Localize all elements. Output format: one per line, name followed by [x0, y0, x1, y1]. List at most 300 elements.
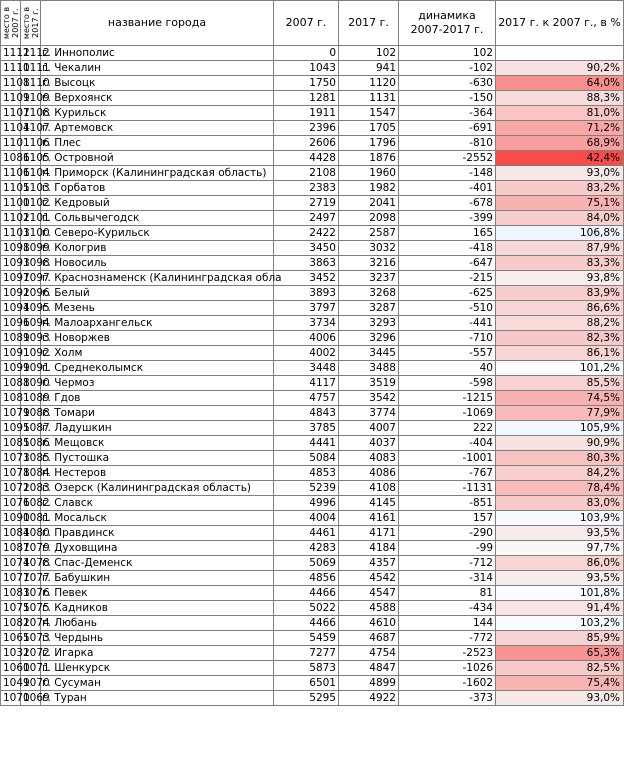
cell-pop-2007: 4441 [274, 436, 339, 451]
cell-ratio [496, 46, 624, 61]
cell-place-2007: 1076 [1, 496, 21, 511]
cell-pop-2017: 1120 [339, 76, 399, 91]
cell-place-2007: 1106 [1, 166, 21, 181]
cell-city-name: г. Сольвычегодск [41, 211, 274, 226]
cell-city-name: г. Певек [41, 586, 274, 601]
cell-city-name: г. Новоржев [41, 331, 274, 346]
cell-dynamics: -767 [399, 466, 496, 481]
cell-city-name: г. Чермоз [41, 376, 274, 391]
table-row [1, 76, 624, 91]
table-row [1, 241, 624, 256]
cell-pop-2007: 2497 [274, 211, 339, 226]
cell-pop-2017: 3445 [339, 346, 399, 361]
cell-dynamics: -399 [399, 211, 496, 226]
cell-dynamics: -404 [399, 436, 496, 451]
cell-city-name: г. Туран [41, 691, 274, 706]
cell-pop-2007: 3734 [274, 316, 339, 331]
cell-place-2007: 1097 [1, 271, 21, 286]
cell-pop-2017: 1876 [339, 151, 399, 166]
table-row [1, 316, 624, 331]
cell-place-2007: 1060 [1, 661, 21, 676]
cell-place-2007: 1103 [1, 226, 21, 241]
table-row [1, 151, 624, 166]
cell-pop-2007: 5022 [274, 601, 339, 616]
cell-place-2017: 1090 [21, 376, 41, 391]
table-row [1, 451, 624, 466]
cell-pop-2017: 4754 [339, 646, 399, 661]
cell-city-name: г. Высоцк [41, 76, 274, 91]
table-row [1, 466, 624, 481]
cell-city-name: г. Спас-Деменск [41, 556, 274, 571]
cell-place-2017: 1074 [21, 616, 41, 631]
cell-dynamics: -401 [399, 181, 496, 196]
cell-place-2017: 1081 [21, 511, 41, 526]
cell-dynamics: -2523 [399, 646, 496, 661]
cell-city-name: г. Северо-Курильск [41, 226, 274, 241]
cell-dynamics: -712 [399, 556, 496, 571]
table-row [1, 181, 624, 196]
cell-place-2007: 1077 [1, 571, 21, 586]
table-row [1, 691, 624, 706]
cell-city-name: г. Иннополис [41, 46, 274, 61]
cell-city-name: г. Духовщина [41, 541, 274, 556]
cell-place-2017: 1072 [21, 646, 41, 661]
cell-place-2007: 1102 [1, 211, 21, 226]
cell-ratio: 78,4% [496, 481, 624, 496]
header-place-2017 [21, 1, 41, 46]
cell-ratio: 90,2% [496, 61, 624, 76]
cell-dynamics: 222 [399, 421, 496, 436]
table-header [1, 1, 624, 46]
cell-place-2017: 1111 [21, 61, 41, 76]
cell-ratio: 83,9% [496, 286, 624, 301]
table-row [1, 376, 624, 391]
table-row [1, 256, 624, 271]
cell-dynamics: 157 [399, 511, 496, 526]
cell-ratio: 86,0% [496, 556, 624, 571]
cell-place-2017: 1106 [21, 136, 41, 151]
cell-pop-2007: 0 [274, 46, 339, 61]
cell-dynamics: -1026 [399, 661, 496, 676]
cell-pop-2007: 5459 [274, 631, 339, 646]
cell-pop-2007: 2396 [274, 121, 339, 136]
cell-dynamics: -647 [399, 256, 496, 271]
cell-pop-2007: 1281 [274, 91, 339, 106]
cell-city-name: г. Кологрив [41, 241, 274, 256]
cell-place-2007: 1101 [1, 136, 21, 151]
cell-pop-2007: 2606 [274, 136, 339, 151]
cell-pop-2007: 3785 [274, 421, 339, 436]
cell-pop-2017: 3542 [339, 391, 399, 406]
header-ratio: 2017 г. к 2007 г., в % [496, 1, 624, 46]
cell-place-2017: 1085 [21, 451, 41, 466]
cell-pop-2007: 3448 [274, 361, 339, 376]
cell-city-name: г. Холм [41, 346, 274, 361]
cell-place-2017: 1075 [21, 601, 41, 616]
cell-place-2007: 1107 [1, 106, 21, 121]
cell-dynamics: -810 [399, 136, 496, 151]
cell-place-2007: 1092 [1, 286, 21, 301]
cell-ratio: 75,4% [496, 676, 624, 691]
cell-pop-2017: 4922 [339, 691, 399, 706]
cell-pop-2017: 4542 [339, 571, 399, 586]
cell-city-name: г. Бабушкин [41, 571, 274, 586]
cell-ratio: 88,2% [496, 316, 624, 331]
cell-place-2007: 1073 [1, 451, 21, 466]
cell-pop-2007: 4466 [274, 586, 339, 601]
cell-dynamics: -148 [399, 166, 496, 181]
cell-pop-2007: 4117 [274, 376, 339, 391]
table-row [1, 571, 624, 586]
cell-place-2017: 1105 [21, 151, 41, 166]
cell-ratio: 84,2% [496, 466, 624, 481]
cell-place-2017: 1103 [21, 181, 41, 196]
cell-ratio: 74,5% [496, 391, 624, 406]
cell-pop-2017: 3774 [339, 406, 399, 421]
cell-ratio: 90,9% [496, 436, 624, 451]
cell-place-2017: 1096 [21, 286, 41, 301]
cell-place-2017: 1073 [21, 631, 41, 646]
table-row [1, 301, 624, 316]
cell-pop-2017: 2587 [339, 226, 399, 241]
cell-ratio: 86,1% [496, 346, 624, 361]
cell-city-name: г. Сусуман [41, 676, 274, 691]
cell-place-2017: 1084 [21, 466, 41, 481]
cell-ratio: 83,3% [496, 256, 624, 271]
cell-place-2017: 1108 [21, 106, 41, 121]
cell-ratio: 93,5% [496, 526, 624, 541]
cell-city-name: г. Горбатов [41, 181, 274, 196]
cell-city-name: г. Кедровый [41, 196, 274, 211]
cell-ratio: 82,3% [496, 331, 624, 346]
table-row [1, 406, 624, 421]
cell-pop-2007: 2422 [274, 226, 339, 241]
cell-place-2007: 1098 [1, 241, 21, 256]
cell-dynamics: -678 [399, 196, 496, 211]
cell-ratio: 81,0% [496, 106, 624, 121]
cell-dynamics: -364 [399, 106, 496, 121]
table-row [1, 436, 624, 451]
cell-pop-2017: 1960 [339, 166, 399, 181]
cell-pop-2007: 4006 [274, 331, 339, 346]
cell-city-name: г. Верхоянск [41, 91, 274, 106]
cell-pop-2007: 4002 [274, 346, 339, 361]
cell-ratio: 82,5% [496, 661, 624, 676]
table-row [1, 421, 624, 436]
cell-pop-2007: 1750 [274, 76, 339, 91]
cell-pop-2017: 4847 [339, 661, 399, 676]
table-row [1, 346, 624, 361]
cell-ratio: 93,5% [496, 571, 624, 586]
cell-pop-2017: 3032 [339, 241, 399, 256]
cell-pop-2017: 102 [339, 46, 399, 61]
cell-place-2017: 1092 [21, 346, 41, 361]
cell-pop-2007: 3797 [274, 301, 339, 316]
cell-pop-2007: 2383 [274, 181, 339, 196]
table-row [1, 196, 624, 211]
cell-city-name: г. Пустошка [41, 451, 274, 466]
cell-city-name: г. Белый [41, 286, 274, 301]
cell-pop-2017: 4145 [339, 496, 399, 511]
cell-place-2007: 1104 [1, 121, 21, 136]
cell-city-name: г. Артемовск [41, 121, 274, 136]
table-row [1, 106, 624, 121]
cell-place-2017: 1104 [21, 166, 41, 181]
cell-pop-2017: 4687 [339, 631, 399, 646]
cell-pop-2017: 4171 [339, 526, 399, 541]
cell-pop-2017: 4037 [339, 436, 399, 451]
cell-ratio: 88,3% [496, 91, 624, 106]
cell-pop-2017: 4357 [339, 556, 399, 571]
cell-dynamics: -598 [399, 376, 496, 391]
cell-place-2007: 1081 [1, 391, 21, 406]
cell-pop-2017: 4083 [339, 451, 399, 466]
cell-place-2017: 1097 [21, 271, 41, 286]
cell-dynamics: 81 [399, 586, 496, 601]
cell-pop-2007: 1911 [274, 106, 339, 121]
cell-place-2007: 1112 [1, 46, 21, 61]
cell-ratio: 64,0% [496, 76, 624, 91]
cell-city-name: г. Малоархангельск [41, 316, 274, 331]
cell-pop-2017: 4108 [339, 481, 399, 496]
cell-city-name: г. Игарка [41, 646, 274, 661]
cell-dynamics: -441 [399, 316, 496, 331]
cell-place-2017: 1107 [21, 121, 41, 136]
cell-dynamics: -373 [399, 691, 496, 706]
cell-dynamics: 165 [399, 226, 496, 241]
cell-place-2007: 1094 [1, 301, 21, 316]
cell-dynamics: -1069 [399, 406, 496, 421]
table-row [1, 211, 624, 226]
cell-pop-2017: 4899 [339, 676, 399, 691]
cell-dynamics: 144 [399, 616, 496, 631]
cell-dynamics: -1131 [399, 481, 496, 496]
cell-place-2017: 1102 [21, 196, 41, 211]
cell-place-2007: 1075 [1, 601, 21, 616]
cell-dynamics: -1215 [399, 391, 496, 406]
cell-ratio: 93,0% [496, 691, 624, 706]
header-2007: 2007 г. [274, 1, 339, 46]
cell-city-name: г. Приморск (Калининградская область) [41, 166, 274, 181]
cell-ratio: 68,9% [496, 136, 624, 151]
cell-place-2007: 1083 [1, 586, 21, 601]
cell-place-2017: 1083 [21, 481, 41, 496]
cell-ratio: 42,4% [496, 151, 624, 166]
cell-city-name: г. Правдинск [41, 526, 274, 541]
cell-place-2007: 1110 [1, 61, 21, 76]
cell-dynamics: -434 [399, 601, 496, 616]
cell-pop-2007: 4283 [274, 541, 339, 556]
cell-pop-2017: 3293 [339, 316, 399, 331]
cell-place-2017: 1071 [21, 661, 41, 676]
cell-pop-2007: 4996 [274, 496, 339, 511]
cell-place-2017: 1110 [21, 76, 41, 91]
cell-place-2007: 1091 [1, 346, 21, 361]
header-place-2017-label: место в 2017 г. [21, 6, 40, 40]
table-row [1, 586, 624, 601]
cell-place-2007: 1079 [1, 406, 21, 421]
cell-place-2017: 1076 [21, 586, 41, 601]
table-row [1, 601, 624, 616]
header-city-name: название города [41, 1, 274, 46]
cell-pop-2017: 4184 [339, 541, 399, 556]
cell-pop-2017: 3216 [339, 256, 399, 271]
cell-place-2007: 1093 [1, 256, 21, 271]
cell-place-2007: 1070 [1, 691, 21, 706]
cell-place-2017: 1080 [21, 526, 41, 541]
cell-ratio: 101,2% [496, 361, 624, 376]
cell-place-2017: 1095 [21, 301, 41, 316]
cell-place-2017: 1093 [21, 331, 41, 346]
cell-ratio: 106,8% [496, 226, 624, 241]
cell-dynamics: 40 [399, 361, 496, 376]
cell-pop-2017: 4547 [339, 586, 399, 601]
cell-city-name: г. Славск [41, 496, 274, 511]
cell-dynamics: -691 [399, 121, 496, 136]
cell-pop-2007: 6501 [274, 676, 339, 691]
cell-dynamics: -772 [399, 631, 496, 646]
cell-place-2017: 1077 [21, 571, 41, 586]
cell-city-name: г. Краснознаменск (Калининградская обла [42, 272, 282, 284]
cell-place-2017: 1098 [21, 256, 41, 271]
cell-dynamics: -630 [399, 76, 496, 91]
cell-place-2007: 1095 [1, 421, 21, 436]
cell-place-2007: 1086 [1, 151, 21, 166]
cell-pop-2017: 1982 [339, 181, 399, 196]
cell-place-2017: 1070 [21, 676, 41, 691]
cell-city-name: г. Чекалин [41, 61, 274, 76]
cell-place-2017: 1069 [21, 691, 41, 706]
table-row [1, 676, 624, 691]
cell-city-name: г. Томари [41, 406, 274, 421]
cell-dynamics: -150 [399, 91, 496, 106]
cell-ratio: 101,8% [496, 586, 624, 601]
cell-pop-2017: 3268 [339, 286, 399, 301]
cell-pop-2017: 1796 [339, 136, 399, 151]
cell-place-2007: 1065 [1, 631, 21, 646]
cell-pop-2007: 4461 [274, 526, 339, 541]
table-row [1, 646, 624, 661]
cell-pop-2017: 4588 [339, 601, 399, 616]
cell-place-2007: 1049 [1, 676, 21, 691]
table-row [1, 166, 624, 181]
table-row [1, 61, 624, 76]
cell-city-name: г. Нестеров [41, 466, 274, 481]
cell-place-2007: 1108 [1, 76, 21, 91]
cell-ratio: 83,2% [496, 181, 624, 196]
cell-place-2017: 1078 [21, 556, 41, 571]
cell-place-2007: 1082 [1, 616, 21, 631]
cell-place-2017: 1100 [21, 226, 41, 241]
cell-pop-2017: 941 [339, 61, 399, 76]
cell-place-2017: 1091 [21, 361, 41, 376]
cell-place-2017: 1094 [21, 316, 41, 331]
cell-place-2007: 1096 [1, 316, 21, 331]
cell-city-name: г. Ладушкин [41, 421, 274, 436]
cell-pop-2007: 4757 [274, 391, 339, 406]
cell-ratio: 87,9% [496, 241, 624, 256]
cell-pop-2017: 3519 [339, 376, 399, 391]
cell-city-name: г. Среднеколымск [41, 361, 274, 376]
cell-city-name: г. Островной [41, 151, 274, 166]
cell-place-2017: 1089 [21, 391, 41, 406]
cell-place-2017: 1087 [21, 421, 41, 436]
cell-dynamics: -314 [399, 571, 496, 586]
cell-pop-2017: 4161 [339, 511, 399, 526]
cell-place-2007: 1109 [1, 91, 21, 106]
cell-place-2007: 1099 [1, 361, 21, 376]
cell-city-name: г. Новосиль [41, 256, 274, 271]
table-row [1, 286, 624, 301]
cell-city-name: г. Гдов [41, 391, 274, 406]
cell-place-2007: 1100 [1, 196, 21, 211]
cell-place-2007: 1078 [1, 466, 21, 481]
cell-ratio: 75,1% [496, 196, 624, 211]
cell-place-2007: 1032 [1, 646, 21, 661]
cell-dynamics: -290 [399, 526, 496, 541]
cell-pop-2017: 3296 [339, 331, 399, 346]
cell-ratio: 71,2% [496, 121, 624, 136]
cell-ratio: 80,3% [496, 451, 624, 466]
cell-pop-2007: 5069 [274, 556, 339, 571]
table-row [1, 556, 624, 571]
cell-pop-2007: 2108 [274, 166, 339, 181]
cell-city-name: г. Шенкурск [41, 661, 274, 676]
cell-ratio: 84,0% [496, 211, 624, 226]
cell-ratio: 83,0% [496, 496, 624, 511]
cell-ratio: 103,2% [496, 616, 624, 631]
cell-pop-2007: 4466 [274, 616, 339, 631]
cell-place-2017: 1101 [21, 211, 41, 226]
cell-city-name: г. Любань [41, 616, 274, 631]
cell-pop-2007: 3450 [274, 241, 339, 256]
cell-ratio: 86,6% [496, 301, 624, 316]
cell-place-2017: 1086 [21, 436, 41, 451]
cell-dynamics: -1001 [399, 451, 496, 466]
cell-dynamics: -2552 [399, 151, 496, 166]
cell-ratio: 103,9% [496, 511, 624, 526]
cell-ratio: 105,9% [496, 421, 624, 436]
cell-ratio: 91,4% [496, 601, 624, 616]
table-row [1, 271, 624, 286]
cell-place-2017: 1079 [21, 541, 41, 556]
cell-place-2017: 1088 [21, 406, 41, 421]
table-body [1, 46, 624, 706]
cell-dynamics: -102 [399, 61, 496, 76]
table-row [1, 46, 624, 61]
header-place-2007-label: место в 2007 г. [1, 6, 20, 40]
cell-place-2017: 1109 [21, 91, 41, 106]
cell-city-name: г. Мезень [41, 301, 274, 316]
cell-ratio: 93,8% [496, 271, 624, 286]
cell-pop-2017: 4610 [339, 616, 399, 631]
cell-place-2007: 1105 [1, 181, 21, 196]
cell-pop-2017: 4007 [339, 421, 399, 436]
table-row [1, 541, 624, 556]
header-row [1, 1, 624, 46]
table-row [1, 226, 624, 241]
cell-dynamics: -215 [399, 271, 496, 286]
cell-city-name: г. Озерск (Калининградская область) [41, 481, 274, 496]
cell-city-name: г. Кадников [41, 601, 274, 616]
cell-ratio: 97,7% [496, 541, 624, 556]
cell-pop-2007: 7277 [274, 646, 339, 661]
cell-pop-2007: 5873 [274, 661, 339, 676]
cell-dynamics: -510 [399, 301, 496, 316]
cell-pop-2007: 5084 [274, 451, 339, 466]
cell-pop-2007: 3452 [274, 271, 339, 286]
cell-dynamics: -1602 [399, 676, 496, 691]
